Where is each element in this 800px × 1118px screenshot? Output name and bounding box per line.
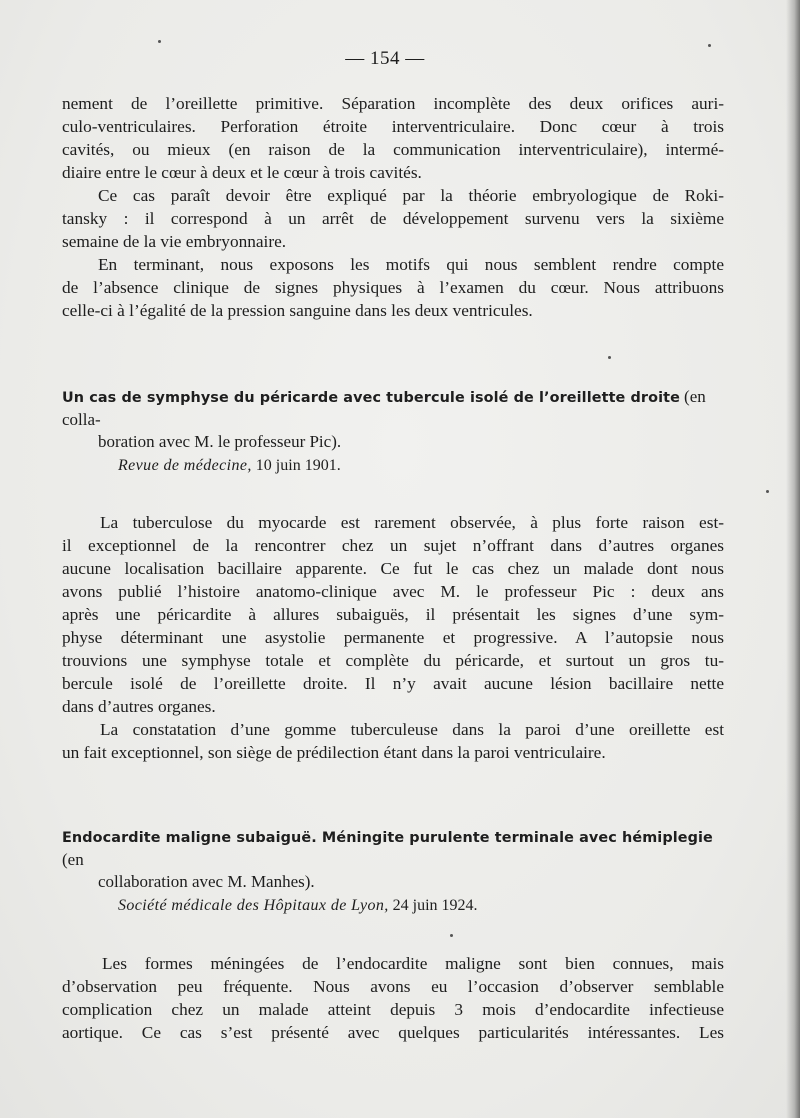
scan-speck bbox=[608, 356, 611, 359]
paragraph-gomme bbox=[62, 718, 724, 764]
text-line: diaire entre le cœur à deux et le cœur à trois cavités. bbox=[62, 163, 422, 182]
entry-title-rest: (en colla- bbox=[62, 387, 706, 429]
text-line: En terminant, nous exposons les motifs qui nous semblent rendre compte bbox=[98, 255, 724, 274]
paragraph-conclusion bbox=[62, 253, 724, 322]
paragraph-tuberculose bbox=[62, 511, 724, 718]
text-line: culo-ventriculaires. Perforation étroite interventriculaire. Donc cœur à trois bbox=[62, 117, 724, 136]
text-line: nement de l’oreillette primitive. Séparation incomplète des deux orifices auri- bbox=[62, 94, 724, 113]
text-line: physe déterminant une asystolie permanente et progressive. A l’autopsie nous bbox=[62, 628, 724, 647]
text-line: celle-ci à l’égalité de la pression sanguine dans les deux ventricules. bbox=[62, 301, 533, 320]
entry-heading-endocardite bbox=[62, 826, 724, 918]
paragraph-rokitansky bbox=[62, 184, 724, 253]
entry-title-continuation: collaboration avec M. Manhes). bbox=[98, 872, 315, 891]
paragraph-continuation bbox=[62, 92, 724, 184]
citation-date: 24 juin 1924. bbox=[392, 897, 478, 914]
text-line: Les formes méningées de l’endocardite maligne sont bien connues, mais bbox=[102, 954, 724, 973]
text-line: après une péricardite à allures subaiguës, il présentait les signes d’une sym- bbox=[62, 605, 724, 624]
page-edge-shadow bbox=[786, 0, 800, 1118]
text-line: complication chez un malade atteint depuis 3 mois d’endocardite infectieuse bbox=[62, 1000, 724, 1019]
text-line: La constatation d’une gomme tuberculeuse dans la paroi d’une oreillette est bbox=[100, 720, 724, 739]
text-line: de l’absence clinique de signes physiques à l’examen du cœur. Nous attribuons bbox=[62, 278, 724, 297]
text-line: bercule isolé de l’oreillette droite. Il n’y avait aucune lésion bacillaire nette bbox=[62, 674, 724, 693]
scan-speck bbox=[766, 490, 769, 493]
text-line: La tuberculose du myocarde est rarement observée, à plus forte raison est- bbox=[100, 513, 724, 532]
citation bbox=[62, 454, 724, 478]
entry-heading-symphyse bbox=[62, 386, 724, 478]
text-line: il exceptionnel de la rencontrer chez un sujet n’offrant dans d’autres organes bbox=[62, 536, 724, 555]
text-line: Ce cas paraît devoir être expliqué par la théorie embryologique de Roki- bbox=[98, 186, 724, 205]
scan-speck bbox=[158, 40, 161, 43]
scan-speck bbox=[708, 44, 711, 47]
journal-name: Revue de médecine, bbox=[118, 457, 252, 474]
text-line: un fait exceptionnel, son siège de prédilection étant dans la paroi ventriculaire. bbox=[62, 743, 606, 762]
citation-date: 10 juin 1901. bbox=[255, 457, 341, 474]
entry-title-continuation: boration avec M. le professeur Pic). bbox=[98, 432, 342, 451]
text-line: aucune localisation bacillaire apparente. Ce fut le cas chez un malade dont nous bbox=[62, 559, 724, 578]
text-line: trouvions une symphyse totale et complète du péricarde, et surtout un gros tu- bbox=[62, 651, 724, 670]
text-line: aortique. Ce cas s’est présenté avec quelques particularités intéressantes. Les bbox=[62, 1023, 724, 1042]
paragraph-formes-meningees bbox=[62, 952, 724, 1044]
entry-title-rest: (en bbox=[62, 850, 84, 869]
entry-title: Un cas de symphyse du péricarde avec tubercule isolé de l’oreillette droite bbox=[62, 390, 680, 406]
page-number: — 154 — bbox=[345, 48, 425, 69]
text-line: dans d’autres organes. bbox=[62, 697, 216, 716]
journal-name: Société médicale des Hôpitaux de Lyon, bbox=[118, 897, 389, 914]
citation bbox=[62, 894, 724, 918]
scan-speck bbox=[450, 934, 453, 937]
text-line: cavités, ou mieux (en raison de la communication interventriculaire), intermé- bbox=[62, 140, 724, 159]
text-line: d’observation peu fréquente. Nous avons eu l’occasion d’observer semblable bbox=[62, 977, 724, 996]
text-line: avons publié l’histoire anatomo-clinique avec M. le professeur Pic : deux ans bbox=[62, 582, 724, 601]
entry-title: Endocardite maligne subaiguë. Méningite purulente terminale avec hémiplegie bbox=[62, 830, 713, 846]
text-line: semaine de la vie embryonnaire. bbox=[62, 232, 287, 251]
text-line: tansky : il correspond à un arrêt de développement survenu vers la sixième bbox=[62, 209, 724, 228]
